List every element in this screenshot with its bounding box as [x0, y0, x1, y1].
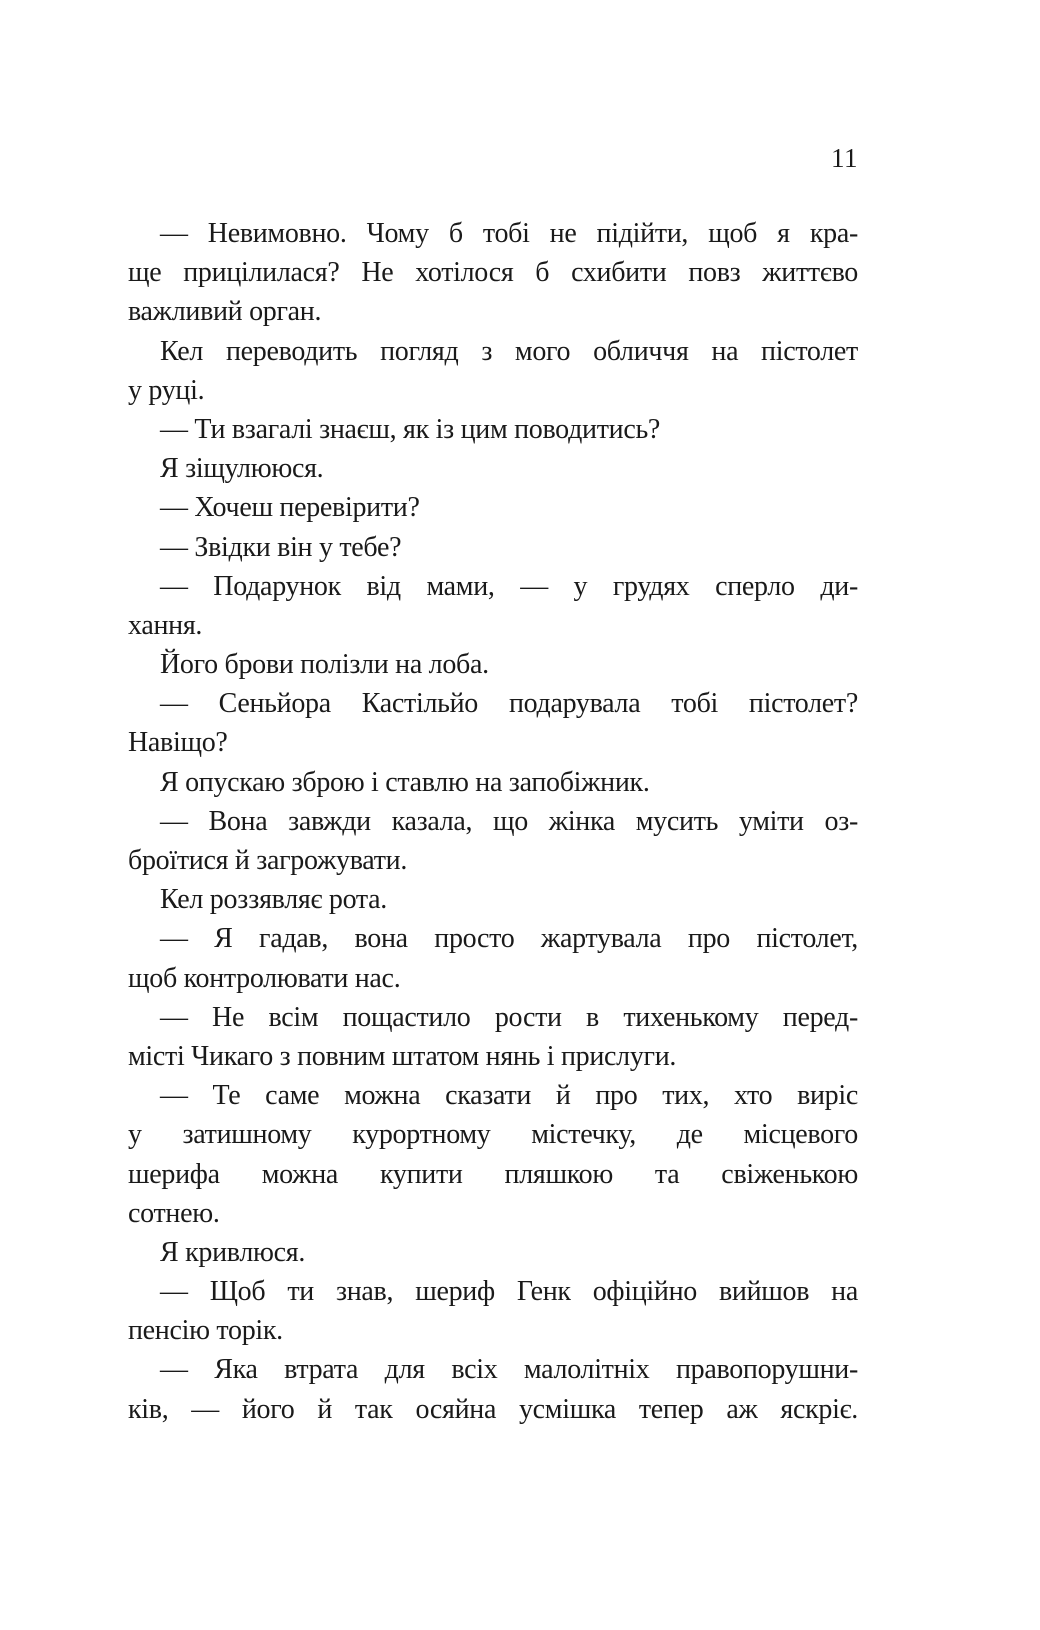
text-line: ків, — його й так осяйна усмішка тепер аж яскріє. [128, 1393, 858, 1425]
text-line: — Хочеш перевірити? [160, 492, 420, 524]
text-line: у затишному курортному містечку, де місцевого [128, 1119, 858, 1151]
text-line: — Не всім пощастило рости в тихенькому перед- [160, 1001, 858, 1033]
page-body [128, 214, 858, 1429]
text-line: Його брови полізли на лоба. [160, 649, 489, 681]
page-number: 11 [831, 143, 858, 173]
text-line: — Сеньйора Кастільйо подарувала тобі пістолет? [160, 688, 858, 720]
text-line: — Невимовно. Чому б тобі не підійти, щоб я кра- [160, 218, 858, 249]
text-line: пенсію торік. [128, 1315, 283, 1347]
text-line: — Вона завжди казала, що жінка мусить уміти оз- [160, 805, 858, 837]
text-line: сотнею. [128, 1197, 220, 1229]
text-line: Я зіщулююся. [160, 453, 324, 485]
text-line: хання. [128, 609, 203, 641]
text-line: — Те саме можна сказати й про тих, хто виріс [160, 1080, 858, 1112]
text-line: важливий орган. [128, 296, 322, 328]
text-line: Кел роззявляє рота. [160, 884, 388, 916]
text-line: Я опускаю зброю і ставлю на запобіжник. [160, 766, 650, 798]
text-line: шерифа можна купити пляшкою та свіженькою [128, 1158, 858, 1190]
text-line: місті Чикаго з повним штатом нянь і прислуги. [128, 1040, 677, 1072]
text-line: щоб контролювати нас. [128, 962, 401, 994]
text-line: — Щоб ти знав, шериф Генк офіційно вийшов на [160, 1276, 858, 1308]
text-line: — Звідки він у тебе? [160, 531, 402, 563]
text-line: — Ти взагалі знаєш, як із цим поводитись? [160, 413, 661, 445]
text-line: ще прицілилася? Не хотілося б схибити повз життєво [128, 257, 858, 289]
text-line: Навіщо? [128, 727, 228, 759]
text-line: Кел переводить погляд з мого обличчя на пістолет [160, 335, 858, 367]
text-line: — Подарунок від мами, — у грудях сперло ди- [160, 570, 858, 602]
text-line: — Яка втрата для всіх малолітніх правопорушни- [160, 1354, 858, 1386]
text-line: у руці. [128, 374, 205, 406]
text-line: Я кривлюся. [160, 1236, 306, 1268]
text-line: броїтися й загрожувати. [128, 845, 408, 876]
text-line: — Я гадав, вона просто жартувала про пістолет, [160, 923, 858, 955]
